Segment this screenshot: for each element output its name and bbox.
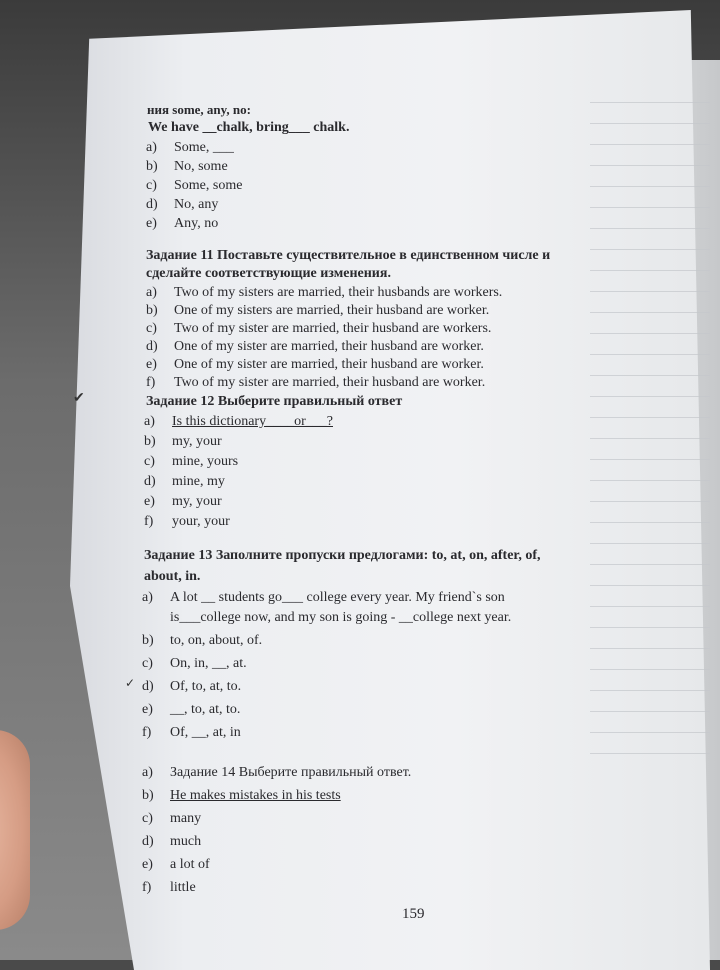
option: b) No, some (146, 159, 228, 174)
option: d) much (142, 834, 202, 849)
option: b) to, on, about, of. (142, 633, 263, 648)
pen-mark: ✔ (73, 391, 85, 406)
option: c) Some, some (146, 178, 243, 193)
option: f) your, your (144, 514, 230, 529)
option: b) He makes mistakes in his tests (142, 788, 341, 803)
option: d) Of, to, at, to. (142, 679, 242, 694)
task-13-sentence: A lot __ students go___ college every year. My friend`s son (170, 590, 505, 605)
option: b) my, your (144, 434, 222, 449)
option: f) Of, __, at, in (142, 725, 241, 740)
question-prompt: We have __chalk, bring___ chalk. (148, 120, 350, 135)
option: a) Задание 14 Выберите правильный ответ. (142, 765, 412, 780)
option: e) __, to, at, to. (142, 702, 241, 717)
option: c) Two of my sister are married, their husband are workers. (146, 321, 492, 336)
thumb (0, 730, 30, 930)
task-12-title: Задание 12 Выберите правильный ответ (146, 394, 403, 409)
option: f) little (142, 880, 196, 895)
option: e) Any, no (146, 216, 219, 231)
option: b) One of my sisters are married, their husband are worker. (146, 303, 490, 318)
option: c) mine, yours (144, 454, 239, 469)
option: d) No, any (146, 197, 219, 212)
option: d) One of my sister are married, their husband are worker. (146, 339, 484, 354)
task-13-sentence-cont: is___college now, and my son is going - __college next year. (170, 610, 512, 625)
task-13-title-cont: about, in. (144, 569, 201, 584)
option: d) mine, my (144, 474, 225, 489)
option: a) A lot __ students go___ college every year. My friend`s son (142, 590, 505, 605)
task-11-title: Задание 11 Поставьте существительное в единственном числе и (146, 248, 551, 263)
option: f) Two of my sister are married, their husband are worker. (146, 375, 486, 390)
option: e) my, your (144, 494, 222, 509)
option: a) Some, ___ (146, 140, 234, 155)
page-number: 159 (402, 906, 425, 922)
task-11-title-cont: сделайте соответствующие изменения. (146, 266, 391, 281)
option: c) On, in, __, at. (142, 656, 247, 671)
bleed-through-text (590, 90, 710, 870)
pen-tick: ✓ (125, 676, 136, 690)
option: c) many (142, 811, 202, 826)
option: a) Is this dictionary____or___? (144, 414, 333, 429)
task-13-title: Задание 13 Заполните пропуски предлогами: to, at, on, after, of, (144, 548, 541, 563)
option: a) Two of my sisters are married, their husbands are workers. (146, 285, 503, 300)
option: e) a lot of (142, 857, 210, 872)
option: e) One of my sister are married, their husband are worker. (146, 357, 484, 372)
top-fragment: ния some, any, no: (147, 102, 251, 117)
